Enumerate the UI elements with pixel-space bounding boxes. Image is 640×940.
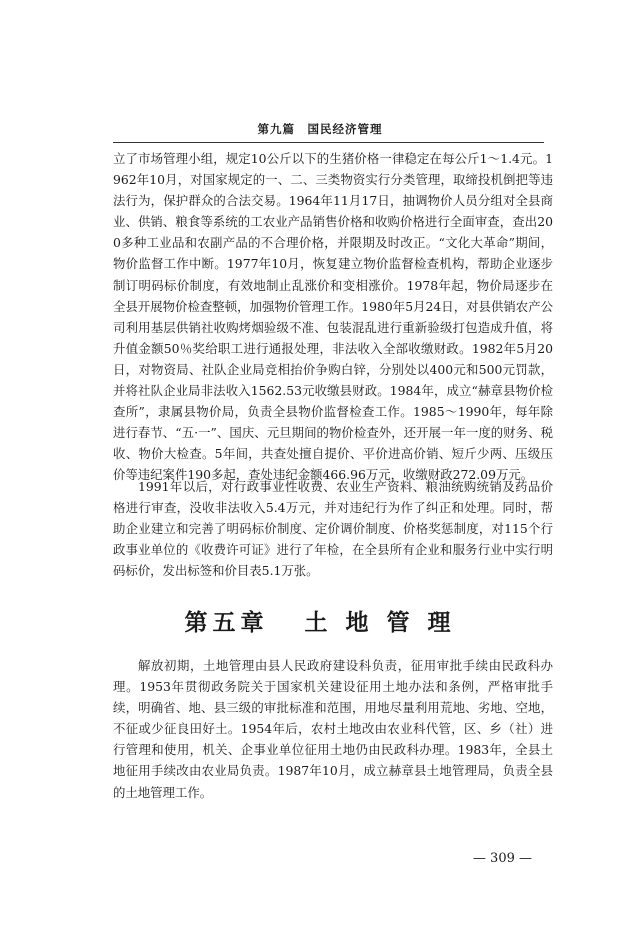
header-rule — [113, 142, 544, 143]
chapter-heading — [0, 604, 640, 637]
chapter-number: 第五章 — [184, 610, 269, 636]
page-number: — 309 — — [472, 851, 532, 866]
body-paragraph-2: 1991年以后，对行政事业性收费、农业生产资料、粮油统购统销及药品价格进行审查，没收非法收入5.4万元，并对违纪行为作了纠正和处理。同时，帮助企业建立和完善了明码标价制度、定价调价制度、价格奖惩制度，对115个行政事业单位的《收费许可证》进行了年检，在全县所有企业和服务行业中实行明码标价，发出标签和价目表5.1万张。 — [113, 479, 553, 579]
body-paragraph-1: 立了市场管理小组，规定10公斤以下的生猪价格一律稳定在每公斤1～1.4元。1962年10月，对国家规定的一、二、三类物资实行分类管理，取缔投机倒把等违法行为，保护群众的合法交易。1964年11月17日，抽调物价人员分组对全县商业、供销、粮食等系统的工农业产品销售价格和收购价格进行全面审查，查出200多种工业品和农副产品的不合理价格，并限期及时改正。“文化大革命”期间，物价监督工作中断。1977年10月，恢复建立物价监督检查机构，帮助企业逐步制订明码标价制度，有效地制止乱涨价和变相涨价。1978年起，物价局逐步在全县开展物价检查整顿，加强物价管理工作。1980年5月24日，对县供销农产公司利用基层供销社收购烤烟验级不准、包装混乱进行重新验级打包造成升值，将升值金额50％奖给职工进行通报处理，非法收入全部收缴财政。1982年5月20日，对物资局、社队企业局竞相抬价争购白锌，分别处以400元和500元罚款，并将社队企业局非法收入1562.53元收缴县财政。1984年，成立“赫章县物价检查所”，隶属县物价局，负责全县物价监督检查工作。1985～1990年，每年除进行春节、“五·一”、国庆、元旦期间的物价检查外，还开展一年一度的财务、税收、物价大检查。5年间，共查处擅自提价、平价进高价销、短斤少两、压级压价等违纪案件190多起，查处违纪金额466.96万元，收缴财政272.09万元。 — [113, 151, 553, 483]
chapter-paragraph-1: 解放初期，土地管理由县人民政府建设科负责，征用审批手续由民政科办理。1953年贯彻政务院关于国家机关建设征用土地办法和条例，严格审批手续，明确省、地、县三级的审批标准和范围，用地尽量利用荒地、劣地、空地，不征或少征良田好土。1954年后，农村土地改由农业科代管，区、乡（社）进行管理和使用，机关、企事业单位征用土地仍由民政科办理。1983年，全县土地征用手续改由农业局负责。1987年10月，成立赫章县土地管理局，负责全县的土地管理工作。 — [113, 658, 553, 800]
chapter-title: 土 地 管 理 — [304, 610, 456, 636]
running-header: 第九篇 国民经济管理 — [257, 122, 383, 136]
